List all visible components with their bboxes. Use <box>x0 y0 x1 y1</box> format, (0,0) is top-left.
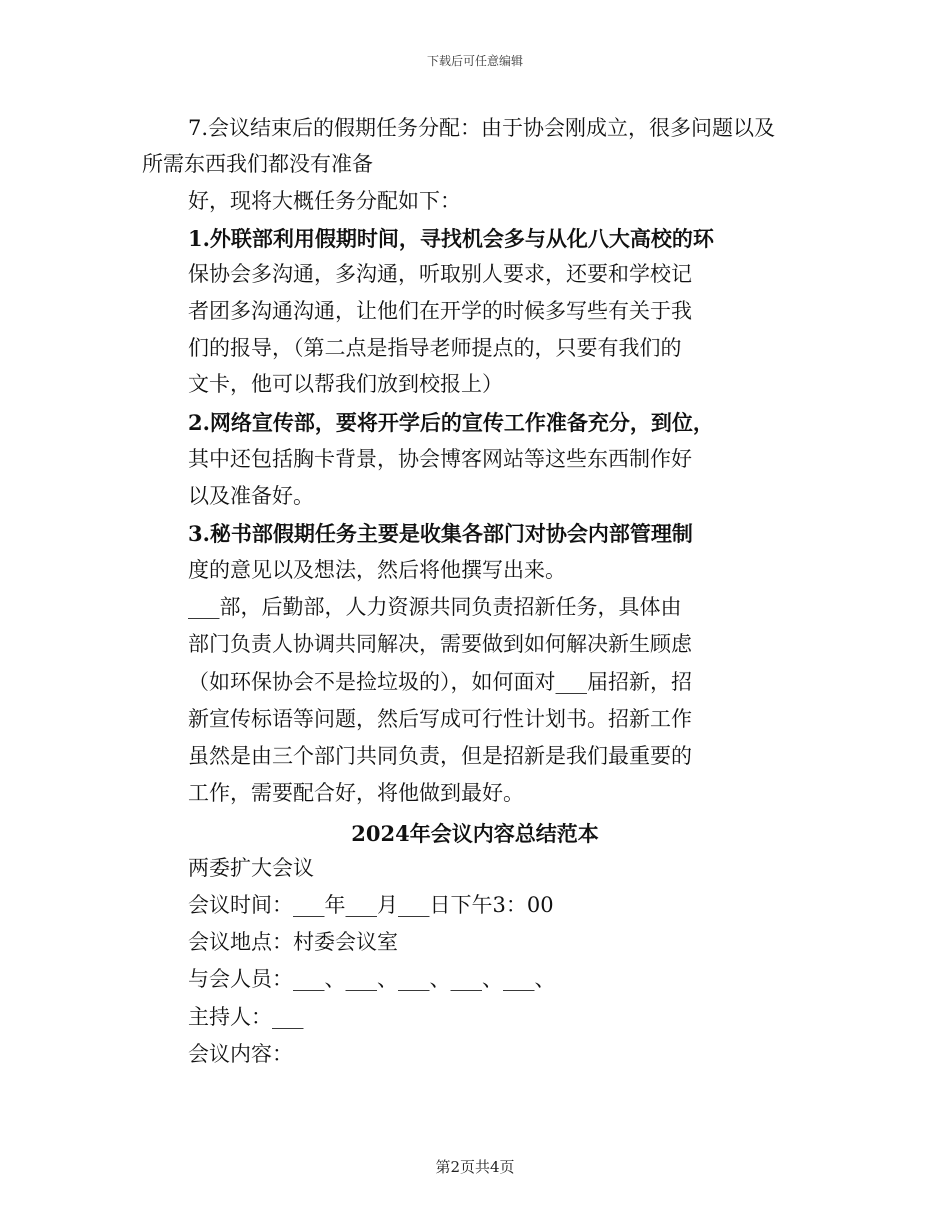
task-3-line: 度的意见以及想法，然后将他撰写出来。 <box>188 558 566 582</box>
page-footer: 第2页共4页 <box>435 1158 515 1176</box>
recruit-paragraph-line: ___部，后勤部，人力资源共同负责招新任务，具体由 <box>188 595 682 619</box>
recruit-paragraph-line: 工作，需要配合好，将他做到最好。 <box>188 781 524 805</box>
meeting-time: 会议时间：___年___月___日下午3：00 <box>188 893 554 917</box>
paragraph-line-7-end: 好，现将大概任务分配如下： <box>188 189 461 213</box>
task-1-line: 保协会多沟通，多沟通，听取别人要求，还要和学校记 <box>188 262 692 286</box>
task-2-line: 以及准备好。 <box>188 484 314 508</box>
meeting-content-label: 会议内容： <box>188 1042 293 1066</box>
paragraph-line-7-intro: 7.会议结束后的假期任务分配：由于协会刚成立，很多问题以及 <box>188 116 776 140</box>
task-1-line: 文卡，他可以帮我们放到校报上） <box>188 372 503 396</box>
paragraph-line-7-cont: 所需东西我们都没有准备 <box>142 152 373 176</box>
task-1-line: 们的报导，（第二点是指导老师提点的，只要有我们的 <box>188 336 682 360</box>
meeting-host: 主持人：___ <box>188 1005 304 1029</box>
page-header: 下载后可任意编辑 <box>426 54 523 68</box>
task-1-line: 者团多沟通沟通，让他们在开学的时候多写些有关于我 <box>188 299 692 323</box>
task-2-line: 其中还包括胸卡背景，协会博客网站等这些东西制作好 <box>188 447 692 471</box>
task-2-heading: 2.网络宣传部，要将开学后的宣传工作准备充分，到位， <box>188 410 714 435</box>
recruit-paragraph-line: 部门负责人协调共同解决，需要做到如何解决新生顾虑 <box>188 632 692 656</box>
section-title: 2024年会议内容总结范本 <box>351 821 599 846</box>
meeting-location: 会议地点：村委会议室 <box>188 930 398 954</box>
task-3-heading: 3.秘书部假期任务主要是收集各部门对协会内部管理制 <box>188 521 693 546</box>
recruit-paragraph-line: （如环保协会不是捡垃圾的），如何面对___届招新，招 <box>188 670 692 694</box>
recruit-paragraph-line: 新宣传标语等问题，然后写成可行性计划书。招新工作 <box>188 707 692 731</box>
meeting-attendees: 与会人员：___、___、___、___、___、 <box>188 967 556 991</box>
recruit-paragraph-line: 虽然是由三个部门共同负责，但是招新是我们最重要的 <box>188 744 692 768</box>
meeting-name: 两委扩大会议 <box>188 856 314 880</box>
task-1-heading: 1.外联部利用假期时间，寻找机会多与从化八大高校的环 <box>188 226 714 251</box>
